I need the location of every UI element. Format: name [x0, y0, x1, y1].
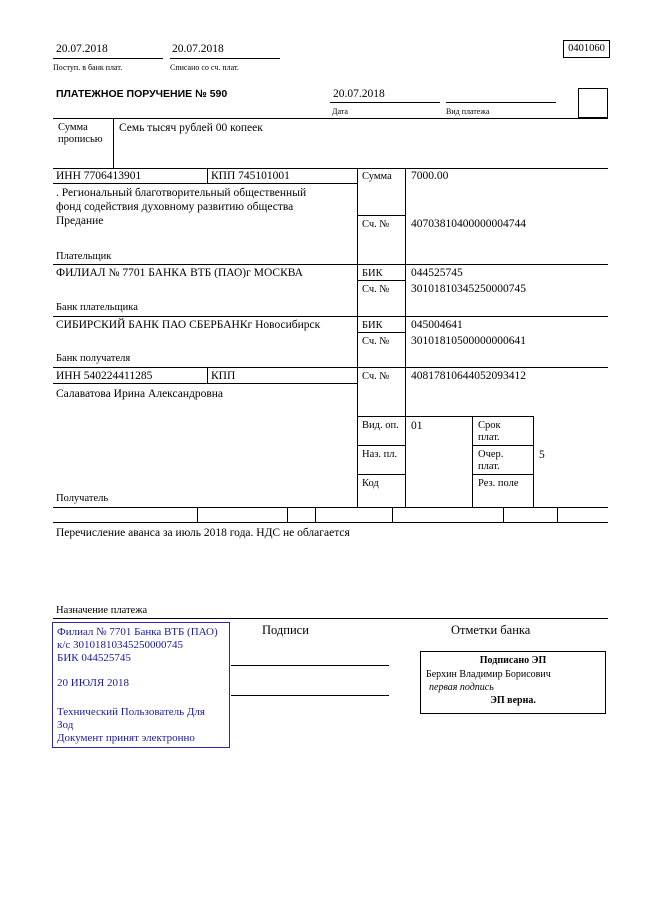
bank-stamp [52, 622, 230, 748]
grid-line-383 [53, 383, 357, 384]
payee-kpp: КПП [211, 370, 236, 382]
stamp-line-1: Филиал № 7701 Банка ВТБ (ПАО) [57, 626, 218, 638]
debit-date: 20.07.2018 [172, 43, 224, 55]
strip-vline-6 [557, 507, 558, 522]
priority-label-1: Очер. [478, 449, 504, 460]
signature-type: первая подпись [429, 682, 494, 693]
grid-line-507 [53, 507, 608, 508]
grid-line-316 [53, 316, 608, 317]
payee-label: Получатель [56, 493, 109, 504]
amount-words-divider [113, 118, 114, 168]
debit-date-line [170, 58, 280, 59]
payee-bank-bik-value: 045004641 [411, 319, 463, 331]
electronic-signature-box [420, 651, 606, 714]
purpose-bottom-line [53, 618, 608, 619]
grid-line-522 [53, 522, 608, 523]
signer-name: Берхин Владимир Борисович [426, 669, 551, 680]
payee-bank-account-value: 30101810500000000641 [411, 335, 526, 347]
grid-line-280 [357, 280, 405, 281]
grid-vline-472 [472, 416, 473, 507]
term-label-1: Срок [478, 420, 501, 431]
purpose-code-label: Наз. пл. [362, 449, 398, 460]
payee-bank-account-label: Сч. № [362, 336, 390, 347]
payer-name-line-3: Предание [56, 215, 104, 227]
code-label: Код [362, 478, 379, 489]
grid-vline-kpp-payee [207, 367, 208, 383]
payee-bank-name: СИБИРСКИЙ БАНК ПАО СБЕРБАНКг Новосибирск [56, 319, 321, 331]
grid-vline-533 [533, 416, 534, 507]
amount-words-label-2: прописью [58, 134, 103, 145]
grid-line-183 [53, 183, 357, 184]
stamp-line-2: к/с 30101810345250000745 [57, 639, 184, 651]
payer-bank-name: ФИЛИАЛ № 7701 БАНКА ВТБ (ПАО)г МОСКВА [56, 267, 303, 279]
strip-vline-2 [287, 507, 288, 522]
grid-line-445-a [357, 445, 405, 446]
strip-vline-4 [392, 507, 393, 522]
payee-bank-bik-label: БИК [362, 320, 383, 331]
payer-inn: ИНН 7706413901 [56, 170, 142, 182]
grid-line-474-a [357, 474, 405, 475]
order-title: ПЛАТЕЖНОЕ ПОРУЧЕНИЕ № 590 [56, 88, 228, 100]
receipt-date-label: Поступ. в банк плат. [53, 63, 123, 72]
bank-marks-label: Отметки банка [451, 623, 531, 637]
grid-vline-kpp-payer [207, 168, 208, 183]
purpose-label: Назначение платежа [56, 605, 148, 616]
payee-name: Салаватова Ирина Александровна [56, 388, 224, 400]
grid-vline-357 [357, 168, 358, 507]
payer-bank-bik-value: 044525745 [411, 267, 463, 279]
payer-bank-account-label: Сч. № [362, 284, 390, 295]
stamp-line-7: Документ принят электронно [57, 732, 195, 744]
payer-account-value: 40703810400000004744 [411, 218, 526, 230]
order-date: 20.07.2018 [333, 88, 385, 100]
grid-line-445-b [472, 445, 533, 446]
payee-bank-label: Банк получателя [56, 353, 131, 364]
grid-line-367 [53, 367, 608, 368]
term-label-2: плат. [478, 432, 500, 443]
payer-bank-bik-label: БИК [362, 268, 383, 279]
grid-line-215 [357, 215, 405, 216]
grid-line-474-b [472, 474, 533, 475]
reserve-field-label: Рез. поле [478, 478, 519, 489]
signature-verified: ЭП верна. [490, 695, 536, 706]
payment-type-box [578, 88, 608, 118]
grid-vline-405 [405, 168, 406, 507]
signature-line-1 [231, 665, 389, 666]
purpose-text: Перечисление аванса за июль 2018 года. НДС не облагается [56, 527, 350, 539]
payee-account-label: Сч. № [362, 371, 390, 382]
amount-words-label-1: Сумма [58, 122, 88, 133]
strip-vline-3 [315, 507, 316, 522]
grid-line-264 [53, 264, 608, 265]
grid-line-332 [357, 332, 405, 333]
payment-type-line [446, 102, 556, 103]
payee-account-value: 40817810644052093412 [411, 370, 526, 382]
sum-value: 7000.00 [411, 170, 449, 182]
sum-label: Сумма [362, 171, 392, 182]
order-date-label: Дата [332, 107, 348, 116]
priority-label-2: плат. [478, 461, 500, 472]
receipt-date: 20.07.2018 [56, 43, 108, 55]
stamp-line-4: 20 ИЮЛЯ 2018 [57, 677, 129, 689]
order-date-line [330, 102, 440, 103]
op-type-value: 01 [411, 420, 423, 432]
payer-label: Плательщик [56, 251, 112, 262]
debit-date-label: Списано со сч. плат. [170, 63, 239, 72]
payer-bank-label: Банк плательщика [56, 302, 138, 313]
amount-words-value: Семь тысяч рублей 00 копеек [119, 122, 263, 134]
amount-words-top-line [53, 118, 608, 119]
payer-name-line-2: фонд содействия духовному развитию общества [56, 201, 294, 213]
payment-type-label: Вид платежа [446, 107, 490, 116]
grid-line-416 [357, 416, 533, 417]
strip-vline-1 [197, 507, 198, 522]
stamp-line-3: БИК 044525745 [57, 652, 131, 664]
payer-kpp: КПП 745101001 [211, 170, 290, 182]
op-type-label: Вид. оп. [362, 420, 399, 431]
signatures-label: Подписи [262, 623, 309, 637]
payer-name-line-1: . Региональный благотворительный общественный [56, 187, 307, 199]
signed-title: Подписано ЭП [479, 655, 547, 666]
form-code: 0401060 [563, 40, 610, 58]
payer-account-label: Сч. № [362, 219, 390, 230]
stamp-line-6: Зод [57, 719, 74, 731]
receipt-date-line [53, 58, 163, 59]
stamp-line-5: Технический Пользователь Для [57, 706, 205, 718]
signature-line-2 [231, 695, 389, 696]
payer-bank-account-value: 30101810345250000745 [411, 283, 526, 295]
grid-line-168 [53, 168, 608, 169]
strip-vline-5 [503, 507, 504, 522]
payee-inn: ИНН 540224411285 [56, 370, 153, 382]
priority-value: 5 [539, 449, 545, 461]
